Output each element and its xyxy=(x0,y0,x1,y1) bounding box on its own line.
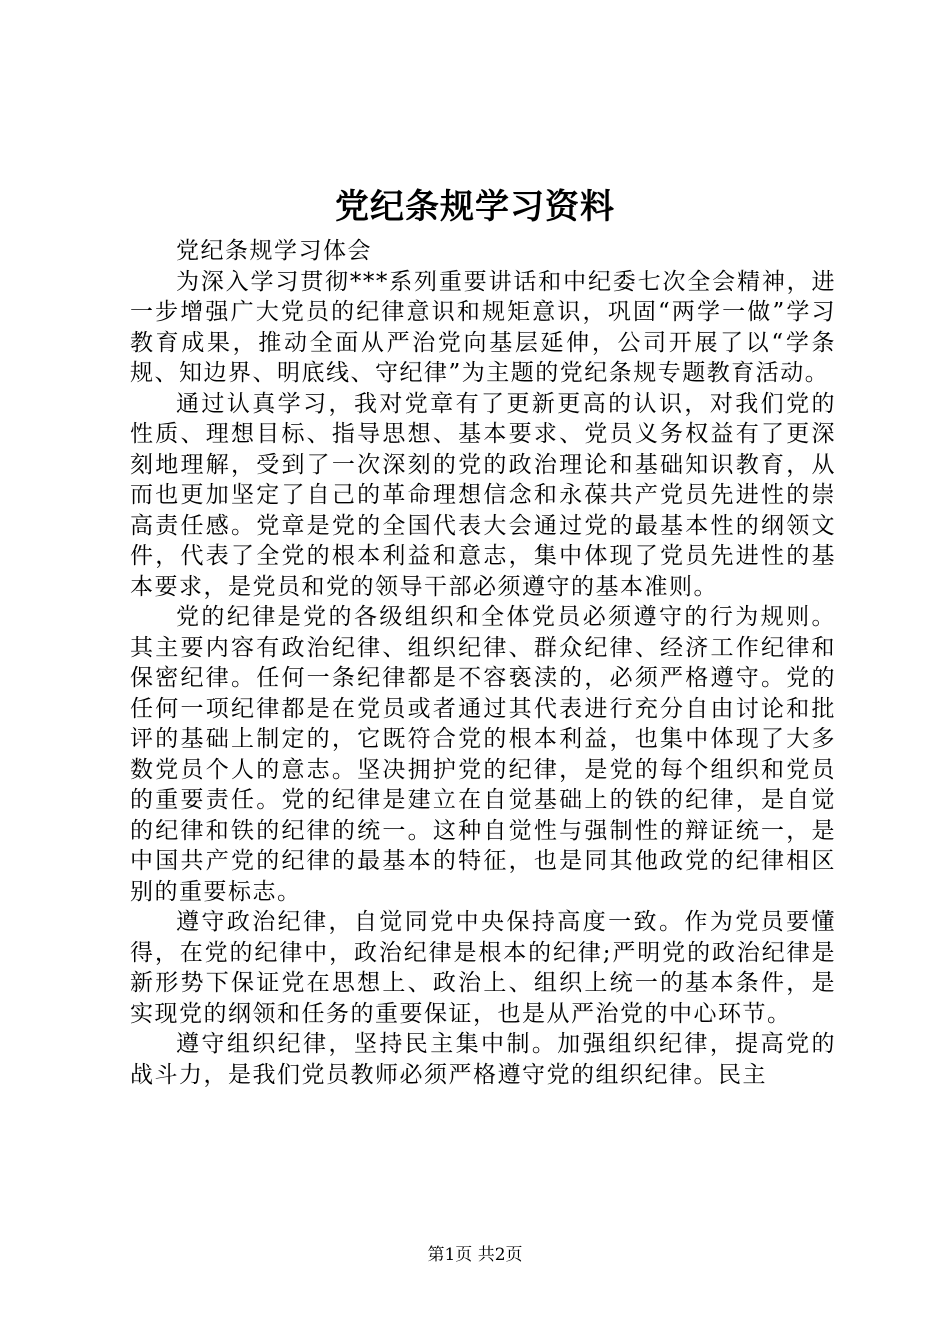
paragraph-subtitle: 党纪条规学习体会 xyxy=(176,238,372,264)
paragraph: 遵守组织纪律，坚持民主集中制。加强组织纪律，提高党的战斗力，是我们党员教师必须严格遵守党的组织纪律。民主 xyxy=(130,1031,836,1088)
paragraph: 通过认真学习，我对党章有了更新更高的认识，对我们党的性质、理想目标、指导思想、基本要求、党员义务权益有了更深刻地理解，受到了一次深刻的党的政治理论和基础知识教育，从而也更加坚定了自己的革命理想信念和永葆共产党员先进性的崇高责任感。党章是党的全国代表大会通过党的最基本性的纲领文件，代表了全党的根本利益和意志，集中体现了党员先进性的基本要求，是党员和党的领导干部必须遵守的基本准则。 xyxy=(130,390,836,600)
page-number-footer: 第1页 共2页 xyxy=(427,1245,523,1265)
paragraph: 遵守政治纪律，自觉同党中央保持高度一致。作为党员要懂得，在党的纪律中，政治纪律是根本的纪律;严明党的政治纪律是新形势下保证党在思想上、政治上、组织上统一的基本条件，是实现党的纲领和任务的重要保证，也是从严治党的中心环节。 xyxy=(130,909,836,1027)
paragraph: 党的纪律是党的各级组织和全体党员必须遵守的行为规则。其主要内容有政治纪律、组织纪律、群众纪律、经济工作纪律和保密纪律。任何一条纪律都是不容亵渎的，必须严格遵守。党的任何一项纪律都是在党员或者通过其代表进行充分自由讨论和批评的基础上制定的，它既符合党的根本利益，也集中体现了大多数党员个人的意志。坚决拥护党的纪律，是党的每个组织和党员的重要责任。党的纪律是建立在自觉基础上的铁的纪律，是自觉的纪律和铁的纪律的统一。这种自觉性与强制性的辩证统一，是中国共产党的纪律的最基本的特征，也是同其他政党的纪律相区别的重要标志。 xyxy=(130,604,836,905)
paragraph: 为深入学习贯彻***系列重要讲话和中纪委七次全会精神，进一步增强广大党员的纪律意识和规矩意识，巩固“两学一做”学习教育成果，推动全面从严治党向基层延伸，公司开展了以“学条规、知边界、明底线、守纪律”为主题的党纪条规专题教育活动。 xyxy=(130,268,836,386)
document-title: 党纪条规学习资料 xyxy=(335,187,615,227)
document-body xyxy=(130,236,836,1090)
